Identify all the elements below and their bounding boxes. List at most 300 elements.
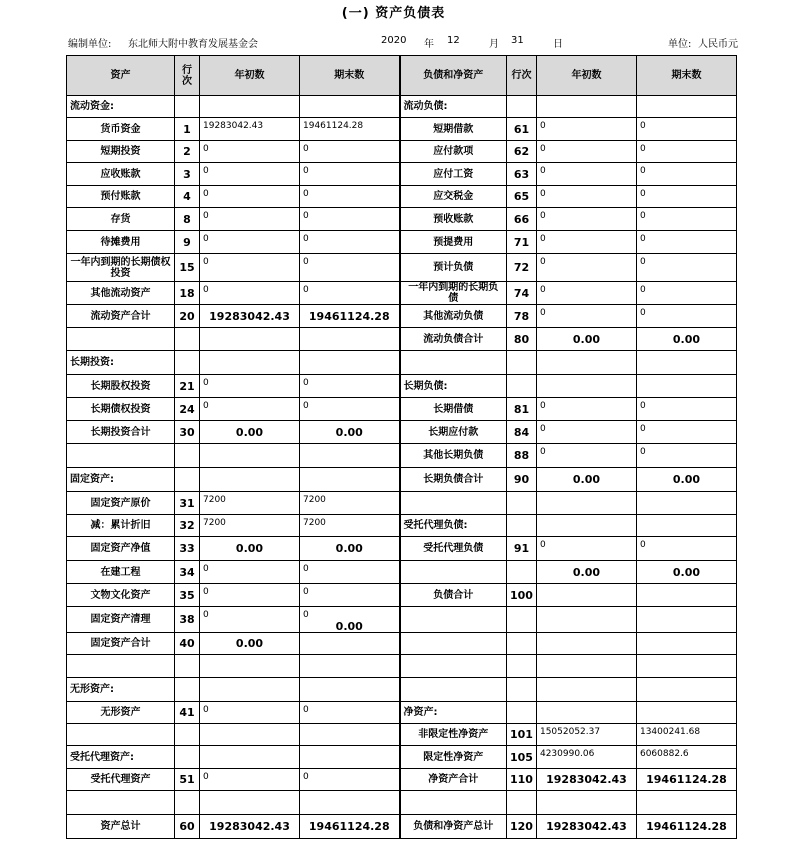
- right-row-label: 应付工资: [400, 163, 507, 186]
- right-row-line: 105: [507, 746, 537, 769]
- left-row-end: [300, 515, 400, 537]
- right-row-end: [636, 724, 736, 746]
- right-row-begin-value: 0: [539, 285, 546, 295]
- table-row: [67, 537, 737, 561]
- right-row-line: 120: [507, 815, 537, 839]
- right-row-label: [400, 791, 507, 815]
- left-row-line: [175, 328, 200, 351]
- left-row-label: 固定资产清理: [67, 607, 175, 633]
- left-row-end: [300, 141, 400, 163]
- right-row-end: [636, 633, 736, 655]
- left-row-begin-value: 0: [203, 401, 209, 411]
- right-row-label: 负债和净资产总计: [400, 815, 507, 839]
- left-row-end-value: 19461124.28: [303, 121, 364, 131]
- left-row-begin: [200, 186, 300, 208]
- right-row-end: [636, 163, 736, 186]
- right-row-end: [636, 515, 736, 537]
- left-row-line: 31: [175, 492, 200, 515]
- table-row: [67, 584, 737, 607]
- right-row-begin: [536, 328, 636, 351]
- left-row-begin: [200, 398, 300, 421]
- left-row-begin: [200, 282, 300, 305]
- right-row-end: [636, 561, 736, 584]
- left-row-label: 长期投资合计: [67, 421, 175, 444]
- unit-value: 人民币元: [698, 39, 738, 50]
- right-row-end-value: 19461124.28: [646, 820, 727, 833]
- left-row-label: [67, 444, 175, 468]
- right-row-line: 84: [507, 421, 537, 444]
- col-header-asset: 资产: [67, 56, 175, 96]
- left-row-label: 固定资产原价: [67, 492, 175, 515]
- right-row-line: 63: [507, 163, 537, 186]
- table-row: [67, 678, 737, 702]
- org-name: 东北师大附中教育发展基金会: [128, 39, 258, 50]
- left-row-label: 受托代理资产:: [67, 746, 175, 769]
- table-row: [67, 231, 737, 254]
- left-row-label: 无形资产: [67, 702, 175, 724]
- right-row-end: [636, 791, 736, 815]
- left-row-end: [300, 351, 400, 375]
- table-row: [67, 328, 737, 351]
- left-row-begin: [200, 351, 300, 375]
- right-row-label: 长期负债:: [400, 375, 507, 398]
- left-row-end: [300, 702, 400, 724]
- left-row-begin: [200, 746, 300, 769]
- right-row-end: [636, 351, 736, 375]
- left-row-end-value: 0: [303, 587, 309, 597]
- table-row: [67, 305, 737, 328]
- right-row-label: 其他流动负债: [400, 305, 507, 328]
- right-row-begin: [536, 254, 636, 282]
- left-row-label: 流动资金:: [67, 96, 175, 118]
- left-row-begin-value: 0: [203, 285, 209, 295]
- right-row-begin: [536, 444, 636, 468]
- left-row-label: 预付账款: [67, 186, 175, 208]
- left-row-begin: [200, 444, 300, 468]
- left-row-begin: [200, 607, 300, 633]
- right-row-begin: [536, 208, 636, 231]
- right-row-begin-value: 19283042.43: [546, 820, 627, 833]
- left-row-line: [175, 678, 200, 702]
- left-row-label: 应收账款: [67, 163, 175, 186]
- right-row-begin: [536, 421, 636, 444]
- month-unit: 月: [489, 39, 499, 50]
- table-row: [67, 633, 737, 655]
- left-row-line: 15: [175, 254, 200, 282]
- left-row-end: [300, 561, 400, 584]
- right-row-label: [400, 633, 507, 655]
- right-row-begin: [536, 468, 636, 492]
- report-day: 31: [511, 35, 524, 46]
- right-row-line: [507, 351, 537, 375]
- right-row-label: [400, 351, 507, 375]
- left-row-label: 待摊费用: [67, 231, 175, 254]
- right-row-label: 流动负债合计: [400, 328, 507, 351]
- right-row-label: 净资产:: [400, 702, 507, 724]
- left-row-label: 其他流动资产: [67, 282, 175, 305]
- right-row-end-value: 6060882.6: [639, 749, 689, 759]
- left-row-line: 21: [175, 375, 200, 398]
- table-row: [67, 561, 737, 584]
- right-row-begin: [536, 515, 636, 537]
- left-row-line: 33: [175, 537, 200, 561]
- left-row-label: 减：累计折旧: [67, 515, 175, 537]
- left-row-begin-value: 0: [203, 610, 209, 620]
- col-header-liability: 负债和净资产: [400, 56, 507, 96]
- left-row-line: 4: [175, 186, 200, 208]
- right-row-label: 限定性净资产: [400, 746, 507, 769]
- left-row-line: 60: [175, 815, 200, 839]
- left-row-begin-value: 0: [203, 378, 209, 388]
- left-row-line: [175, 444, 200, 468]
- right-row-end: [636, 186, 736, 208]
- left-row-end-value: 7200: [303, 518, 326, 528]
- left-row-line: 2: [175, 141, 200, 163]
- left-row-label: 长期投资:: [67, 351, 175, 375]
- day-unit: 日: [553, 39, 563, 50]
- right-row-label: 负债合计: [400, 584, 507, 607]
- right-row-begin-value: 0: [539, 166, 546, 176]
- table-row: [67, 398, 737, 421]
- right-row-end: [636, 231, 736, 254]
- left-row-end: [300, 444, 400, 468]
- right-row-label: 长期借债: [400, 398, 507, 421]
- right-row-line: 101: [507, 724, 537, 746]
- right-row-begin: [536, 607, 636, 633]
- left-row-label: [67, 791, 175, 815]
- left-row-begin: [200, 305, 300, 328]
- table-row: [67, 607, 737, 633]
- right-row-end: [636, 254, 736, 282]
- left-row-begin: [200, 724, 300, 746]
- left-row-end: [300, 492, 400, 515]
- left-row-end: [300, 537, 400, 561]
- right-row-begin-value: 0: [539, 121, 546, 131]
- right-row-end: [636, 678, 736, 702]
- left-row-begin: [200, 633, 300, 655]
- left-row-line: 32: [175, 515, 200, 537]
- left-row-end: [300, 607, 400, 633]
- right-row-line: 66: [507, 208, 537, 231]
- left-row-end: [300, 375, 400, 398]
- left-row-line: 9: [175, 231, 200, 254]
- right-row-label: [400, 678, 507, 702]
- right-row-label: 受托代理负债:: [400, 515, 507, 537]
- right-row-end-value: 0: [639, 234, 646, 244]
- left-row-line: 34: [175, 561, 200, 584]
- left-row-end-value: 0: [303, 189, 309, 199]
- left-row-begin-value: 19283042.43: [209, 309, 290, 323]
- right-row-end: [636, 305, 736, 328]
- right-row-label: [400, 561, 507, 584]
- left-row-begin: [200, 492, 300, 515]
- left-row-line: 40: [175, 633, 200, 655]
- left-row-begin: [200, 254, 300, 282]
- left-row-line: [175, 655, 200, 678]
- right-row-begin: [536, 791, 636, 815]
- right-row-line: [507, 607, 537, 633]
- table-row: [67, 515, 737, 537]
- left-row-end-value: 0: [303, 211, 309, 221]
- left-row-begin-value: 19283042.43: [209, 820, 290, 833]
- right-row-line: [507, 492, 537, 515]
- right-row-end-value: 0: [639, 211, 646, 221]
- left-row-line: 38: [175, 607, 200, 633]
- left-row-begin-value: 7200: [203, 518, 226, 528]
- left-row-begin-value: 0: [203, 587, 209, 597]
- left-row-begin: [200, 515, 300, 537]
- col-header-end-right: 期末数: [636, 56, 736, 96]
- left-row-label: 长期债权投资: [67, 398, 175, 421]
- right-row-end-value: 0: [639, 121, 646, 131]
- right-row-label: 应交税金: [400, 186, 507, 208]
- table-row: [67, 118, 737, 141]
- left-row-end-value: 0.00: [335, 542, 363, 555]
- left-row-begin: [200, 328, 300, 351]
- left-row-begin-value: 0: [203, 234, 209, 244]
- left-row-label: [67, 328, 175, 351]
- right-row-end: [636, 537, 736, 561]
- left-row-line: 20: [175, 305, 200, 328]
- right-row-end: [636, 375, 736, 398]
- left-row-end: [300, 96, 400, 118]
- table-row: [67, 655, 737, 678]
- right-row-begin: [536, 678, 636, 702]
- left-row-begin: [200, 141, 300, 163]
- table-row: [67, 815, 737, 839]
- right-row-begin: [536, 186, 636, 208]
- table-row: [67, 208, 737, 231]
- col-header-end: 期末数: [300, 56, 400, 96]
- left-row-end: [300, 584, 400, 607]
- right-row-label: 一年内到期的长期负债: [400, 282, 507, 305]
- left-row-line: 51: [175, 769, 200, 791]
- left-row-begin: [200, 678, 300, 702]
- right-row-end: [636, 468, 736, 492]
- left-row-end-value: 0: [303, 564, 309, 574]
- table-row: [67, 163, 737, 186]
- right-row-begin: [536, 537, 636, 561]
- left-row-begin-value: 0: [203, 211, 209, 221]
- right-row-end: [636, 746, 736, 769]
- report-title: (一) 资产负债表: [341, 6, 446, 21]
- right-row-end-value: 0: [639, 424, 646, 434]
- right-row-line: 80: [507, 328, 537, 351]
- left-row-begin-value: 0: [203, 772, 209, 782]
- left-row-line: 30: [175, 421, 200, 444]
- right-row-label: 流动负债:: [400, 96, 507, 118]
- left-row-line: 35: [175, 584, 200, 607]
- left-row-begin-value: 19283042.43: [203, 121, 264, 131]
- col-header-begin: 年初数: [200, 56, 300, 96]
- left-row-label: 在建工程: [67, 561, 175, 584]
- table-row: [67, 791, 737, 815]
- left-row-begin-value: 0: [203, 564, 209, 574]
- left-row-label: 文物文化资产: [67, 584, 175, 607]
- right-row-label: 非限定性净资产: [400, 724, 507, 746]
- right-row-begin-value: 0: [539, 424, 546, 434]
- right-row-begin-value: 15052052.37: [539, 727, 601, 737]
- right-row-begin: [536, 398, 636, 421]
- right-row-end-value: 0: [639, 144, 646, 154]
- right-row-end-value: 13400241.68: [639, 727, 701, 737]
- left-row-begin: [200, 791, 300, 815]
- table-row: [67, 421, 737, 444]
- left-row-label: 受托代理资产: [67, 769, 175, 791]
- left-row-begin: [200, 769, 300, 791]
- org-label: 编制单位:: [68, 39, 112, 50]
- left-row-begin: [200, 815, 300, 839]
- right-row-line: 62: [507, 141, 537, 163]
- right-row-end: [636, 444, 736, 468]
- right-row-end-value: 0: [639, 257, 646, 267]
- left-row-begin-value: 0.00: [235, 637, 264, 650]
- right-row-end-value: 0.00: [672, 473, 701, 486]
- right-row-line: 90: [507, 468, 537, 492]
- left-row-label: 无形资产:: [67, 678, 175, 702]
- left-row-begin-value: 0.00: [235, 542, 264, 555]
- right-row-end: [636, 282, 736, 305]
- left-row-end-extra: 0.00: [335, 620, 363, 633]
- left-row-label: 长期股权投资: [67, 375, 175, 398]
- right-row-begin: [536, 815, 636, 839]
- right-row-end: [636, 421, 736, 444]
- right-row-label: 预提费用: [400, 231, 507, 254]
- right-row-line: 88: [507, 444, 537, 468]
- right-row-end-value: 0: [639, 285, 646, 295]
- right-row-end-value: 0.00: [672, 565, 701, 579]
- right-row-begin-value: 4230990.06: [539, 749, 595, 759]
- left-row-end: [300, 421, 400, 444]
- left-row-end-value: 7200: [303, 495, 326, 505]
- left-row-label: 固定资产合计: [67, 633, 175, 655]
- left-row-end: [300, 655, 400, 678]
- right-row-end: [636, 769, 736, 791]
- right-row-line: 91: [507, 537, 537, 561]
- left-row-begin: [200, 655, 300, 678]
- left-row-label: [67, 724, 175, 746]
- left-row-end-value: 0: [303, 166, 309, 176]
- right-row-line: [507, 702, 537, 724]
- left-row-begin: [200, 561, 300, 584]
- table-row: [67, 468, 737, 492]
- left-row-end: [300, 282, 400, 305]
- left-row-begin: [200, 375, 300, 398]
- left-row-begin: [200, 584, 300, 607]
- right-row-line: [507, 633, 537, 655]
- right-row-begin: [536, 375, 636, 398]
- right-row-label: 应付款项: [400, 141, 507, 163]
- right-row-label: 短期借款: [400, 118, 507, 141]
- col-header-line: 行次: [175, 56, 200, 96]
- right-row-label: 其他长期负债: [400, 444, 507, 468]
- left-row-label: 资产总计: [67, 815, 175, 839]
- right-row-line: [507, 561, 537, 584]
- right-row-label: [400, 492, 507, 515]
- right-row-end-value: 19461124.28: [646, 773, 727, 786]
- left-row-line: [175, 351, 200, 375]
- table-row: [67, 141, 737, 163]
- right-row-begin: [536, 655, 636, 678]
- right-row-end: [636, 607, 736, 633]
- left-row-begin: [200, 231, 300, 254]
- right-row-begin: [536, 96, 636, 118]
- left-row-end-value: 19461124.28: [308, 820, 390, 833]
- left-row-label: 固定资产净值: [67, 537, 175, 561]
- right-row-begin-value: 0: [539, 234, 546, 244]
- right-row-line: 81: [507, 398, 537, 421]
- right-row-begin-value: 0.00: [572, 332, 601, 346]
- table-row: [67, 375, 737, 398]
- right-row-end: [636, 702, 736, 724]
- right-row-begin-value: 0.00: [572, 473, 601, 486]
- right-row-line: [507, 515, 537, 537]
- left-row-line: [175, 96, 200, 118]
- left-row-begin: [200, 468, 300, 492]
- right-row-line: 65: [507, 186, 537, 208]
- left-row-end: [300, 254, 400, 282]
- left-row-end-value: 0: [303, 705, 309, 715]
- year-unit: 年: [424, 39, 434, 50]
- right-row-label: 长期负债合计: [400, 468, 507, 492]
- table-row: [67, 186, 737, 208]
- right-row-end: [636, 492, 736, 515]
- right-row-line: [507, 678, 537, 702]
- report-month: 12: [447, 35, 460, 46]
- left-row-begin: [200, 118, 300, 141]
- left-row-end: [300, 815, 400, 839]
- right-row-label: 受托代理负债: [400, 537, 507, 561]
- left-row-line: 41: [175, 702, 200, 724]
- right-row-begin: [536, 746, 636, 769]
- left-row-begin-value: 0: [203, 257, 209, 267]
- left-row-end: [300, 305, 400, 328]
- table-row: [67, 444, 737, 468]
- left-row-label: 货币资金: [67, 118, 175, 141]
- left-row-line: 8: [175, 208, 200, 231]
- left-row-begin: [200, 163, 300, 186]
- left-row-end: [300, 468, 400, 492]
- right-row-begin: [536, 231, 636, 254]
- table-row: [67, 96, 737, 118]
- right-row-begin: [536, 769, 636, 791]
- right-row-label: 预收账款: [400, 208, 507, 231]
- table-row: [67, 769, 737, 791]
- left-row-begin: [200, 537, 300, 561]
- left-row-begin-value: 0: [203, 705, 209, 715]
- left-row-end: [300, 633, 400, 655]
- left-row-begin: [200, 96, 300, 118]
- right-row-line: [507, 655, 537, 678]
- left-row-end: [300, 769, 400, 791]
- left-row-line: [175, 746, 200, 769]
- right-row-label: 净资产合计: [400, 769, 507, 791]
- left-row-line: 3: [175, 163, 200, 186]
- right-row-end: [636, 141, 736, 163]
- left-row-end-value: 0.00: [335, 425, 363, 439]
- left-row-label: 存货: [67, 208, 175, 231]
- right-row-begin-value: 0.00: [572, 565, 601, 579]
- left-row-label: 短期投资: [67, 141, 175, 163]
- table-row: [67, 724, 737, 746]
- right-row-line: [507, 791, 537, 815]
- right-row-begin-value: 19283042.43: [546, 773, 627, 786]
- right-row-end-value: 0: [639, 447, 646, 457]
- right-row-begin-value: 0: [539, 447, 546, 457]
- right-row-line: 74: [507, 282, 537, 305]
- right-row-begin: [536, 561, 636, 584]
- left-row-begin-value: 7200: [203, 495, 226, 505]
